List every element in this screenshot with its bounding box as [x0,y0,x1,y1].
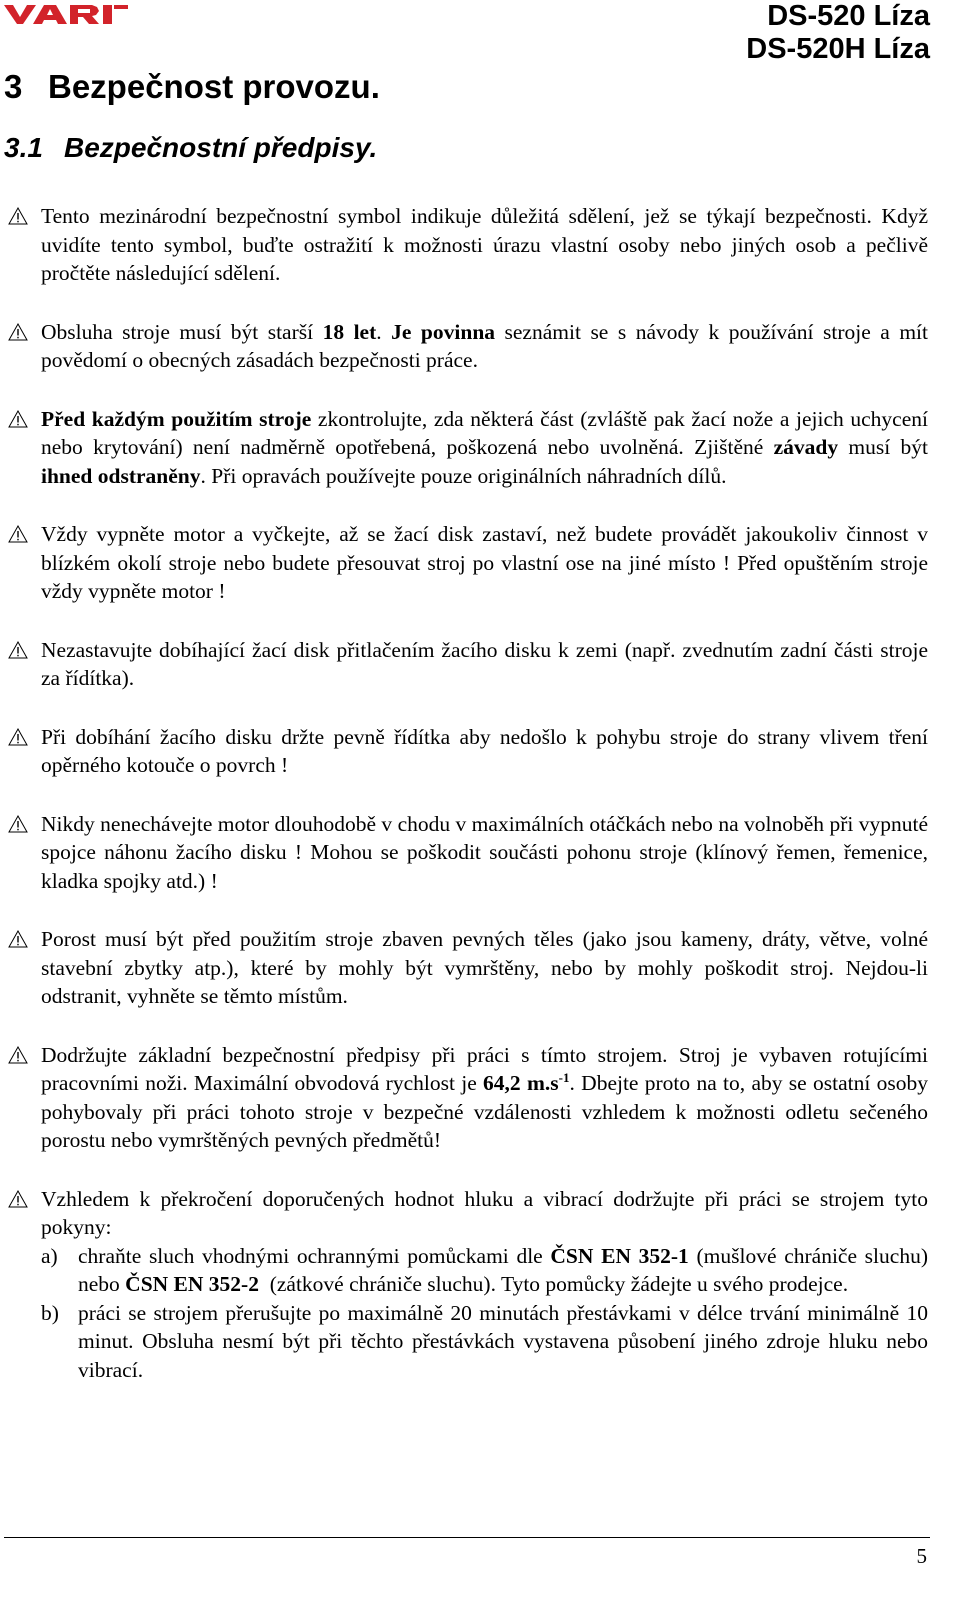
warning-triangle-icon [8,1190,28,1208]
speed-exponent: -1 [558,1069,570,1085]
warning-item [8,1041,928,1155]
model-line-2: DS-520H Líza [746,33,930,65]
list-text: chraňte sluch vhodnými ochrannými pomůckami dle [78,1243,551,1268]
warning-text-bold: Je povinna [391,319,496,344]
warning-item [8,810,928,896]
section-title: Bezpečnost provozu. [48,68,380,105]
standard-code: ČSN EN 352-2 [125,1272,259,1296]
warning-item [8,202,928,288]
warning-item [8,636,928,693]
safety-rules [8,202,928,1414]
list-item [41,1242,928,1299]
warning-triangle-icon [8,728,28,746]
warning-triangle-icon [8,410,28,428]
warning-triangle-icon [8,525,28,543]
vari-logo [4,3,128,30]
warning-text: seznámit se s návody k používání stroje a mít povědomí o obecných zásadách bezpečnosti práce. [41,319,928,372]
warning-text: Obsluha stroje musí být starší [41,319,323,344]
warning-text: Vzhledem k překročení doporučených hodnot hluku a vibrací dodržujte při práci se strojem tyto pokyny: [41,1186,928,1239]
warning-text-bold: Před každým použitím stroje [41,406,312,431]
warning-text-bold: závady [773,435,839,459]
warning-text: Vždy vypněte motor a vyčkejte, až se žací disk zastaví, než budete provádět jakoukoliv činnost v blízkém okolí stroje nebo budete přesouvat stroj po vlastní ose na jiné místo ! Před opuštěním stroje vždy vypněte motor ! [41,522,928,603]
list-text: práci se strojem přerušujte po maximálně 20 minutách přestávkami v délce trvání minimálně 10 minut. Obsluha nesmí být při těchto přestávkách vystavena působení jiného zdroje hluku nebo vibrací. [78,1300,928,1382]
warning-text: Při dobíhání žacího disku držte pevně řídítka aby nedošlo k pohybu stroje do strany vlivem tření opěrného kotouče o povrch ! [41,724,928,777]
model-line-1: DS-520 Líza [767,0,930,32]
footer-divider [4,1537,930,1538]
warning-text: zkontrolujte, zda některá část (zvláště pak žací nože a jejich uchycení nebo krytování) není nadměrně opotřebená, poškozená nebo uvolněná. Zjištěné [41,406,928,459]
list-text: (zátkové chrániče sluchu). Tyto pomůcky žádejte u svého prodejce. [258,1272,849,1296]
section-heading [4,68,380,106]
subsection-title: Bezpečnostní předpisy. [64,132,378,163]
page-number: 5 [916,1544,927,1568]
warning-text-bold: ihned odstraněny [41,463,201,488]
subsection-heading [4,132,377,164]
warning-text: musí být [838,435,928,459]
list-marker: b) [41,1300,59,1325]
warning-text: Nezastavujte dobíhající žací disk přitlačením žacího disku k zemi (např. zvednutím zadní části stroje za řídítka). [41,637,928,690]
warning-text: . Při opravách používejte pouze originálních náhradních dílů. [200,463,727,488]
list-text: (mušlové chrániče sluchu) nebo [78,1243,928,1296]
warning-triangle-icon [8,207,28,225]
warning-item [8,520,928,606]
warning-text: Tento mezinárodní bezpečnostní symbol indikuje důležitá sdělení, jež se týkají bezpečnosti. Když uvidíte tento symbol, buďte ostražití k možnosti úrazu vlastní osoby nebo jiných osob a pečlivě pročtěte následující sdělení. [41,204,928,285]
warning-text: Dodržujte základní bezpečnostní předpisy při práci s tímto strojem. Stroj je vybaven rotujícími pracovními noži. Maximální obvodová rychlost je [41,1042,928,1095]
model-designation [746,0,930,66]
warning-triangle-icon [8,1046,28,1064]
warning-item [8,405,928,491]
warning-triangle-icon [8,815,28,833]
list-marker: a) [41,1243,58,1268]
warning-text: . Dbejte proto na to, aby se ostatní osoby pohybovaly při práci tohoto stroje v bezpečné vzdálenosti vzhledem k možnosti odletu sečeného porostu nebo vymrštěných pevných předmětů! [41,1071,929,1152]
warning-text: Nikdy nenechávejte motor dlouhodobě v chodu v maximálních otáčkách nebo na volnoběh při vypnuté spojce náhonu žacího disku ! Mohou se poškodit součásti pohonu stroje (klínový řemen, řemenice, kladka spojky atd.) ! [41,811,928,893]
subsection-number: 3.1 [4,132,43,163]
warning-text: Porost musí být před použitím stroje zbaven pevných těles (jako jsou kameny, dráty, větve, volné stavební zbytky atp.), které by mohly být vymrštěny, nebo by mohly poškodit stroj. Nejdou-li odstranit, vyhněte se těmto místům. [41,927,928,1008]
warning-triangle-icon [8,323,28,341]
warning-item [8,925,928,1011]
warning-item [8,1185,928,1385]
vari-logo-graphic [4,3,128,25]
warning-item [8,723,928,780]
section-number: 3 [4,68,23,105]
speed-value: 64,2 m.s [483,1071,559,1095]
warning-triangle-icon [8,641,28,659]
warning-triangle-icon [8,930,28,948]
standard-code: ČSN EN 352-1 [550,1243,689,1268]
warning-text: . [376,319,392,344]
warning-item [8,318,928,375]
warning-text-bold: 18 let [322,319,377,344]
list-item [41,1299,928,1385]
noise-instructions-list [41,1242,928,1385]
